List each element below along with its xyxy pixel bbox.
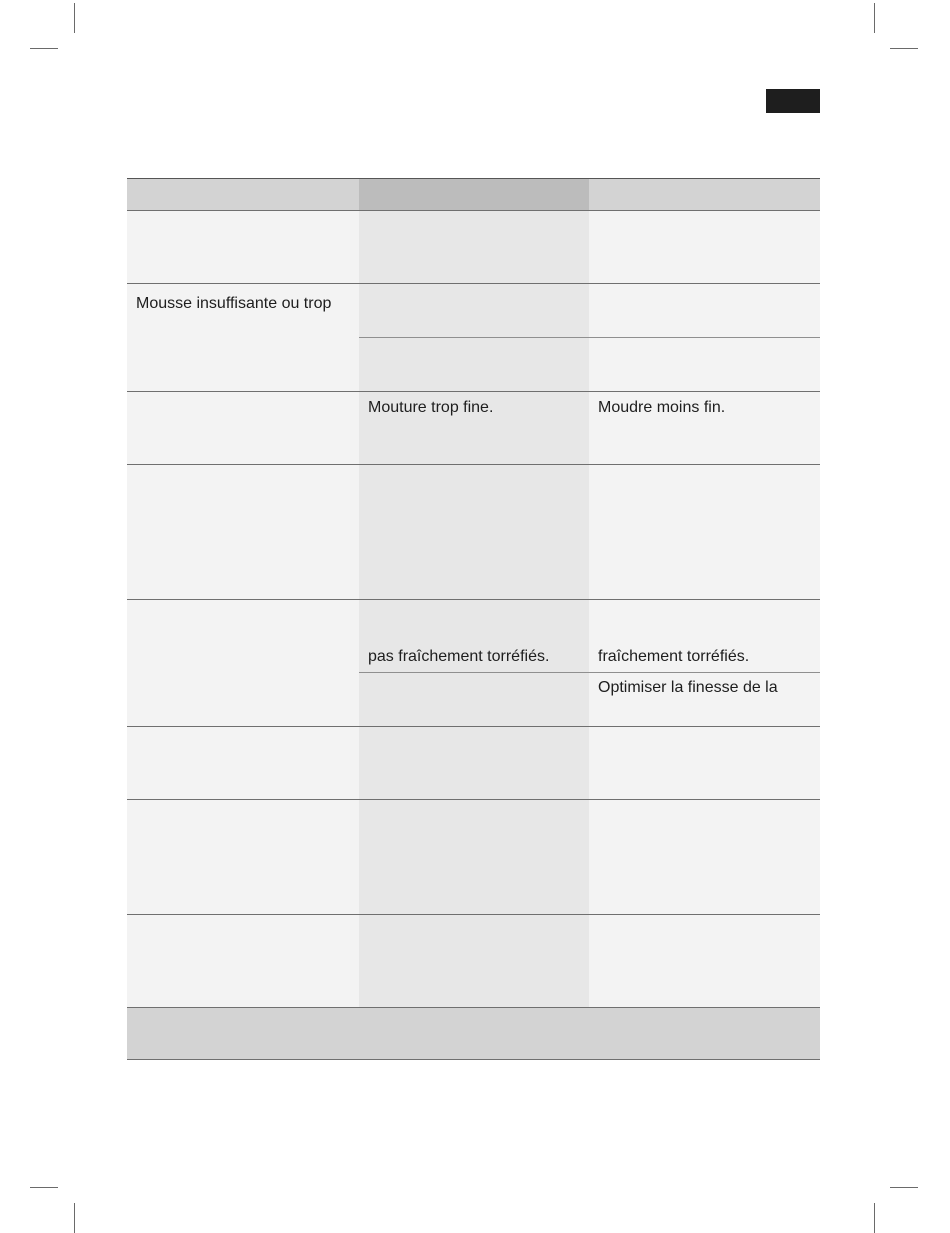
crop-mark-top-right [890, 48, 918, 49]
crop-mark-bottom-right [890, 1187, 918, 1188]
table-rule [359, 337, 820, 338]
crop-mark-top-left [30, 48, 58, 49]
remedy-cell [589, 726, 820, 799]
header-cell-problem [127, 178, 359, 210]
table-rule [127, 283, 820, 284]
problem-cell [127, 599, 359, 726]
cause-cell [359, 726, 589, 799]
remedy-cell [589, 799, 820, 914]
table-rule [127, 178, 820, 179]
problem-cell [127, 464, 359, 599]
problem-cell [127, 210, 359, 283]
table-rule [127, 464, 820, 465]
table-rule [127, 210, 820, 211]
cause-cell [359, 914, 589, 1007]
table-rule [127, 799, 820, 800]
remedy-cell [589, 464, 820, 599]
table-row [127, 464, 820, 599]
problem-text: Mousse insuffisante ou trop [136, 295, 332, 312]
header-cell-remedy [589, 178, 820, 210]
cause-cell [359, 799, 589, 914]
problem-cell [127, 283, 359, 391]
remedy-cell [589, 210, 820, 283]
cause-text: Mouture trop fine. [368, 399, 494, 416]
table-header [127, 178, 820, 210]
remedy-cell [589, 391, 820, 464]
crop-mark-top-left [74, 3, 75, 33]
table-rule [127, 1059, 820, 1060]
remedy-text: Optimiser la finesse de la [598, 679, 778, 696]
crop-mark-bottom-left [30, 1187, 58, 1188]
table-row [127, 599, 820, 726]
table-row [127, 210, 820, 283]
table-rule [127, 599, 820, 600]
cause-cell [359, 391, 589, 464]
table-rule [359, 672, 820, 673]
cause-cell [359, 210, 589, 283]
troubleshooting-table [127, 178, 820, 1007]
crop-mark-top-right [874, 3, 875, 33]
table-row [127, 391, 820, 464]
problem-cell [127, 799, 359, 914]
crop-mark-bottom-left [74, 1203, 75, 1233]
remedy-cell [589, 599, 820, 726]
remedy-cell [589, 914, 820, 1007]
cause-text: pas fraîchement torréfiés. [368, 648, 550, 665]
crop-mark-bottom-right [874, 1203, 875, 1233]
table-rule [127, 391, 820, 392]
table-row [127, 799, 820, 914]
header-cell-cause [359, 178, 589, 210]
problem-cell [127, 914, 359, 1007]
problem-cell [127, 391, 359, 464]
table-rule [127, 726, 820, 727]
cause-cell [359, 464, 589, 599]
remedy-text: fraîchement torréfiés. [598, 648, 750, 665]
language-tab-marker [766, 89, 820, 113]
table-rule [127, 914, 820, 915]
table-rule [127, 1007, 820, 1008]
table-footer-band [127, 1007, 820, 1059]
table-row [127, 726, 820, 799]
cause-cell [359, 599, 589, 726]
problem-cell [127, 726, 359, 799]
remedy-text: Moudre moins fin. [598, 399, 726, 416]
table-row [127, 914, 820, 1007]
